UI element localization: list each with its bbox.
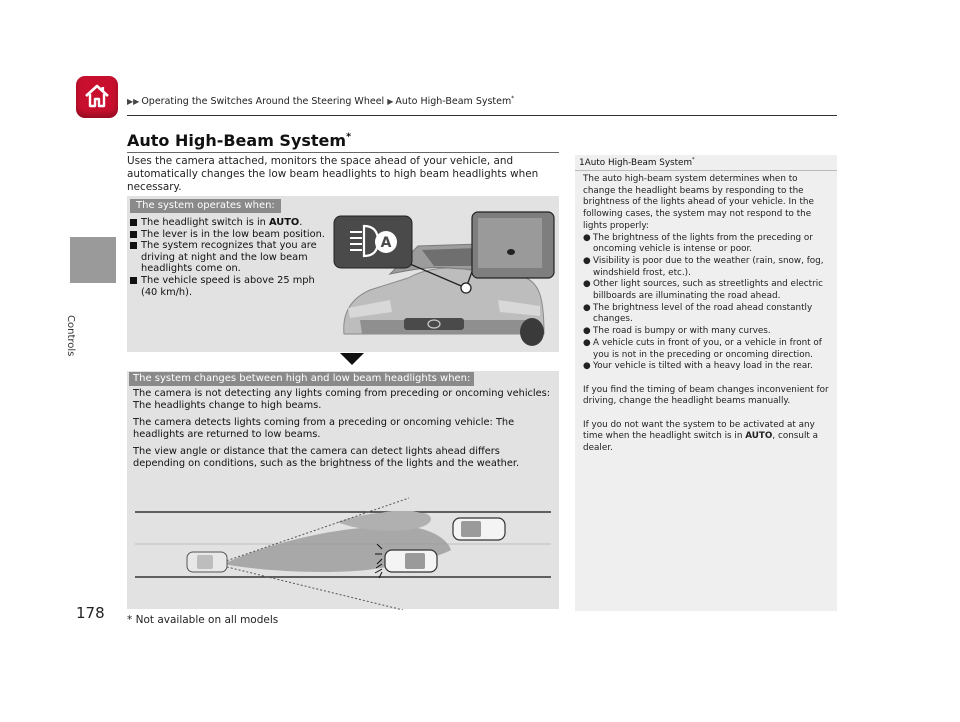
bullet-dot-icon: ● [583, 255, 591, 266]
title-divider [127, 152, 559, 153]
bullet-dot-icon: ● [583, 361, 591, 372]
bullet-dot-icon: ● [583, 279, 591, 290]
note-bullet [583, 256, 831, 279]
chapter-tab[interactable] [70, 237, 116, 283]
intro-paragraph: Uses the camera attached, monitors the space ahead of your vehicle, and automatically changes the low beam headlights to high beam headlights when necessary. [127, 155, 539, 193]
home-button[interactable] [76, 76, 118, 118]
changes-panel-tag: The system changes between high and low beam headlights when: [129, 372, 474, 386]
header-divider [127, 115, 837, 116]
spacer [583, 373, 831, 385]
bullet-square-icon [130, 219, 137, 226]
changes-paragraph: The camera is not detecting any lights coming from preceding or oncoming vehicles: The headlights change to high beams. [133, 388, 551, 411]
note-lead: The auto high-beam system determines when to change the headlight beams by responding to the brightness of the lights ahead of your vehicle. In the following cases, the system may not respond to the lights properly: [583, 174, 814, 231]
note-bullet [583, 233, 831, 256]
indicator-letter: A [380, 235, 392, 251]
note-bullet-text: The brightness of the lights from the preceding or oncoming vehicle is intense or poor. [593, 232, 813, 255]
list-item-text: The lever is in the low beam position. [141, 228, 325, 240]
breadcrumb-arrow-icon: ▶ [387, 97, 394, 107]
list-item [129, 229, 329, 241]
breadcrumb-arrow-icon: ▶▶ [127, 97, 140, 107]
breadcrumb-link-switches[interactable]: Operating the Switches Around the Steering Wheel [141, 96, 385, 108]
note-bullet-text: Other light sources, such as streetlights and electric billboards are illuminating the road ahead. [593, 279, 823, 302]
breadcrumb [127, 96, 514, 107]
note-bullet-text: A vehicle cuts in front of you, or a vehicle in front of you is not in the preceding or oncoming direction. [593, 337, 822, 360]
note-bullet [583, 279, 831, 302]
list-item-text: The headlight switch is in [141, 217, 269, 228]
operates-list [129, 217, 329, 298]
note-body [583, 174, 831, 455]
note-title: Auto High-Beam System [584, 157, 693, 168]
changes-text [133, 388, 551, 476]
note-asterisk: * [692, 157, 695, 163]
note-paragraph-bold: AUTO [745, 431, 773, 442]
note-bullet [583, 326, 831, 338]
note-marker: 1 [579, 157, 585, 168]
arrow-down-icon [340, 353, 364, 365]
note-bullet-text: Your vehicle is tilted with a heavy load in the rear. [593, 361, 813, 372]
list-item [129, 217, 329, 229]
note-bullet-text: The road is bumpy or with many curves. [593, 326, 771, 337]
list-item [129, 275, 329, 298]
list-item [129, 240, 329, 275]
section-title-asterisk: * [346, 131, 352, 143]
note-paragraph-text: If you do not want the system to be activated at any time when the headlight switch is in [583, 419, 815, 442]
note-paragraph [583, 420, 831, 455]
note-bullet [583, 303, 831, 326]
note-bullet [583, 338, 831, 361]
section-title-text: Auto High-Beam System [127, 131, 347, 150]
note-bullet-text: The brightness level of the road ahead constantly changes. [593, 302, 813, 325]
home-icon [83, 82, 111, 110]
list-item-bold: AUTO [269, 217, 300, 228]
bullet-dot-icon: ● [583, 326, 591, 337]
chapter-tab-label: Controls [65, 315, 76, 357]
car-camera-illustration [330, 208, 556, 348]
changes-paragraph: The view angle or distance that the camera can detect lights ahead differs depending on conditions, such as the brightness of the lights and the weather. [133, 446, 520, 469]
list-item-text: The system recognizes that you are driving at night and the low beam headlights come on. [141, 240, 317, 275]
note-paragraph: If you find the timing of beam changes inconvenient for driving, change the headlight beams manually. [583, 384, 829, 407]
breadcrumb-current: Auto High-Beam System [395, 96, 512, 108]
breadcrumb-asterisk: * [511, 96, 515, 102]
note-bullet [583, 361, 831, 373]
note-divider [575, 170, 837, 171]
bullet-square-icon [130, 231, 137, 238]
bullet-dot-icon: ● [583, 232, 591, 243]
section-title [127, 131, 351, 150]
note-paragraph-suffix: , consult a dealer. [583, 431, 819, 454]
bullet-dot-icon: ● [583, 302, 591, 313]
note-bullet-text: Visibility is poor due to the weather (rain, snow, fog, windshield frost, etc.). [593, 255, 824, 278]
road-beam-illustration [127, 494, 559, 610]
list-item-text: The vehicle speed is above 25 mph (40 km/h). [141, 274, 315, 298]
bullet-dot-icon: ● [583, 337, 591, 348]
list-item-suffix: . [299, 217, 303, 228]
spacer [583, 408, 831, 420]
note-header [575, 157, 837, 168]
page-number: 178 [76, 604, 105, 622]
footnote: * Not available on all models [127, 614, 279, 626]
bullet-square-icon [130, 242, 137, 249]
operates-panel-tag: The system operates when: [130, 199, 281, 213]
changes-paragraph: The camera detects lights coming from a preceding or oncoming vehicle: The headlights are returned to low beams. [133, 417, 515, 440]
bullet-square-icon [130, 277, 137, 284]
